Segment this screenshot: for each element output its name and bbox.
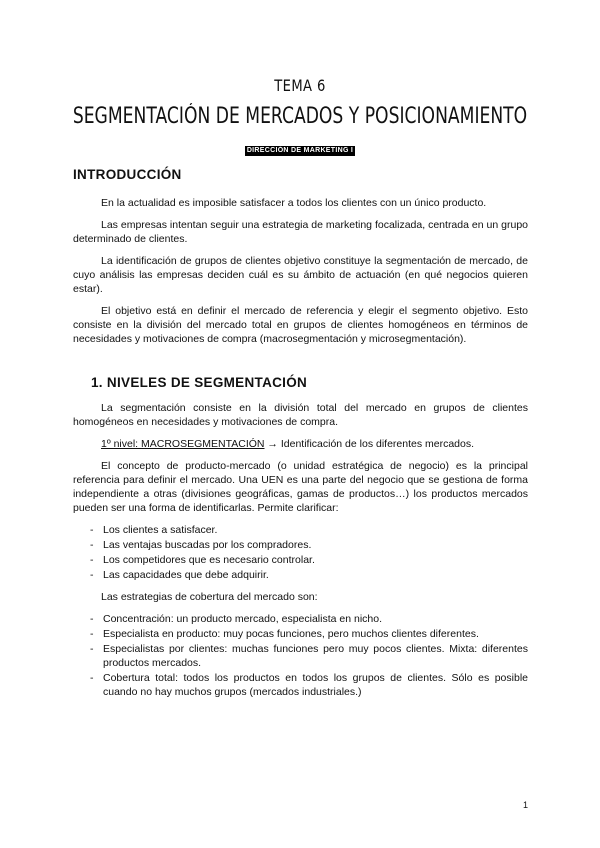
strategies-intro: Las estrategias de cobertura del mercado son: [101, 591, 318, 603]
list-item: - Las ventajas buscadas por los compradores. [73, 538, 528, 552]
section-heading: 1. NIVELES DE SEGMENTACIÓN [91, 375, 308, 390]
clarify-list [73, 523, 528, 582]
subject-label-wrap [0, 139, 600, 157]
list-item: - Especialistas por clientes: muchas funciones pero muy pocos clientes. Mixta: diferentes productos mercados. [73, 642, 528, 670]
list-item: - Cobertura total: todos los productos en todos los grupos de clientes. Sólo es posible cuando no hay muchos grupos (mercados industriales.) [73, 671, 528, 699]
intro-paragraph: El objetivo está en definir el mercado de referencia y elegir el segmento objetivo. Esto consiste en la división del mercado total en grupos de clientes homogéneos en términos de necesidades y motivaciones de compra (macrosegmentación y microsegmentación). [73, 305, 528, 345]
page-number: 1 [522, 800, 528, 810]
section-paragraph: El concepto de producto-mercado (o unidad estratégica de negocio) es la principal referencia para definir el mercado. Una UEN es una parte del negocio que se gestiona de forma independiente a otras (divisiones geográficas, gamas de productos…) los productos mercados pueden ser una forma de identificarlas. Permite clarificar: [73, 460, 528, 514]
arrow-icon: → [264, 438, 281, 450]
intro-paragraph: En la actualidad es imposible satisfacer a todos los clientes con un único producto. [101, 197, 487, 209]
level-text: Identificación de los diferentes mercados. [280, 438, 475, 450]
list-item: - Las capacidades que debe adquirir. [73, 568, 528, 582]
section-paragraph: La segmentación consiste en la división total del mercado en grupos de clientes homogéneos en necesidades y motivaciones de compra. [73, 402, 528, 428]
intro-paragraph: Las empresas intentan seguir una estrategia de marketing focalizada, centrada en un grupo determinado de clientes. [73, 219, 528, 245]
list-item: - Especialista en producto: muy pocas funciones, pero muchos clientes diferentes. [73, 627, 528, 641]
intro-paragraph: La identificación de grupos de clientes objetivo constituye la segmentación de mercado, de cuyo análisis las empresas deciden cuál es su ámbito de actuación (en qué negocios quieren estar). [73, 255, 528, 295]
document-body [73, 168, 528, 707]
list-item: - Los competidores que es necesario controlar. [73, 553, 528, 567]
list-item: - Los clientes a satisfacer. [73, 523, 528, 537]
strategies-list [73, 612, 528, 699]
topic-number: TEMA 6 [274, 76, 326, 95]
subject-label: DIRECCIÓN DE MARKETING I [246, 147, 354, 154]
level-label: 1º nivel: MACROSEGMENTACIÓN [101, 438, 265, 450]
segmentation-level [73, 437, 528, 451]
intro-heading: INTRODUCCIÓN [73, 167, 182, 182]
list-item: - Concentración: un producto mercado, especialista en nicho. [73, 612, 528, 626]
document-title: SEGMENTACIÓN DE MERCADOS Y POSICIONAMIENTO [72, 104, 528, 129]
